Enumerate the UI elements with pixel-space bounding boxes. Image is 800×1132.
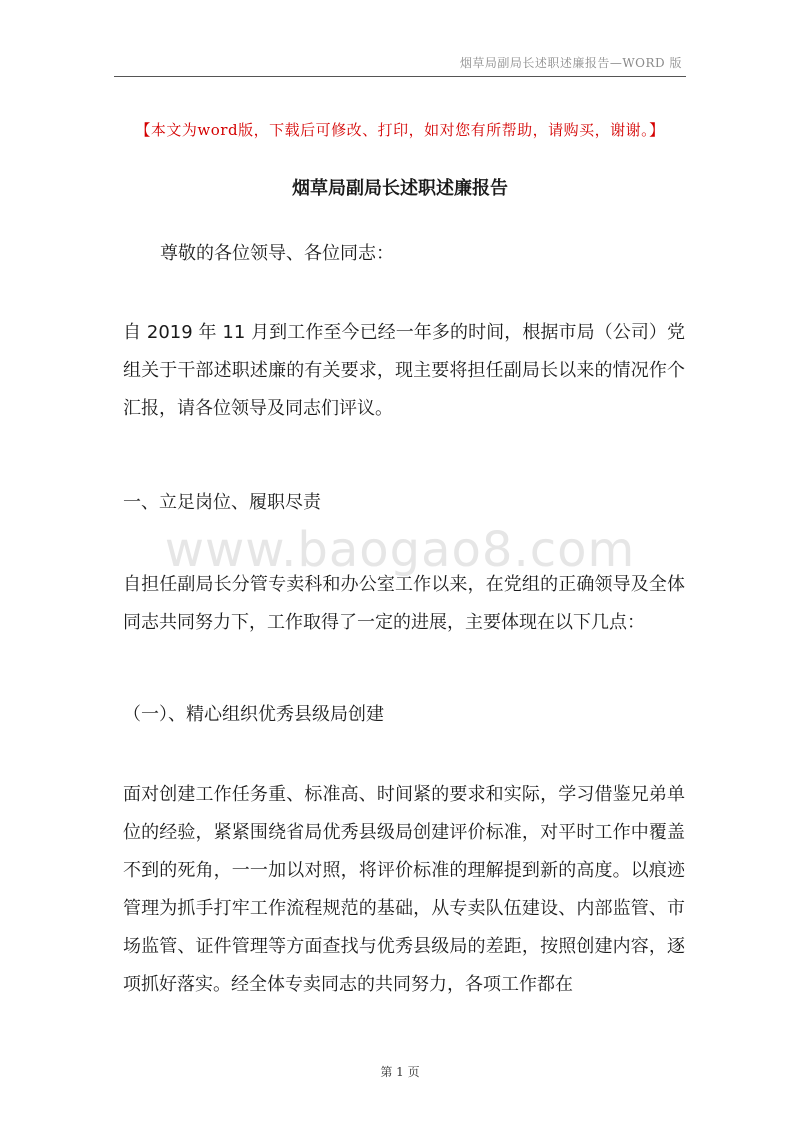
section-heading-1: 一、立足岗位、履职尽责 xyxy=(123,492,321,513)
page-header-title: 烟草局副局长述职述廉报告—WORD 版 xyxy=(459,56,682,70)
header-divider xyxy=(114,76,686,77)
paragraph-intro: 自 2019 年 11 月到工作至今已经一年多的时间，根据市局（公司）党组关于干部述职述廉的有关要求，现主要将担任副局长以来的情况作个汇报，请各位领导及同志们评议。 xyxy=(123,322,685,419)
paragraph-subsection-1: 面对创建工作任务重、标准高、时间紧的要求和实际，学习借鉴兄弟单位的经验，紧紧围绕省局优秀县级局创建评价标准，对平时工作中覆盖不到的死角，一一加以对照，将评价标准的理解提到新的高度。以痕迹管理为抓手打牢工作流程规范的基础，从专卖队伍建设、内部监管、市场监管、证件管理等方面查找与优秀县级局的差距，按照创建内容，逐项抓好落实。经全体专卖同志的共同努力，各项工作都在 xyxy=(123,784,685,995)
salutation: 尊敬的各位领导、各位同志： xyxy=(160,243,394,264)
watermark: www.baogao8.com xyxy=(164,522,636,578)
subsection-heading-1: （一）、精心组织优秀县级局创建 xyxy=(123,704,384,725)
purchase-notice: 【本文为word版，下载后可修改、打印，如对您有所帮助，请购买，谢谢。】 xyxy=(135,121,665,139)
document-title: 烟草局副局长述职述廉报告 xyxy=(292,178,508,199)
paragraph-section-1: 自担任副局长分管专卖科和办公室工作以来，在党组的正确领导及全体同志共同努力下，工作取得了一定的进展，主要体现在以下几点： xyxy=(123,574,685,633)
page-number: 第 1 页 xyxy=(380,1065,420,1079)
